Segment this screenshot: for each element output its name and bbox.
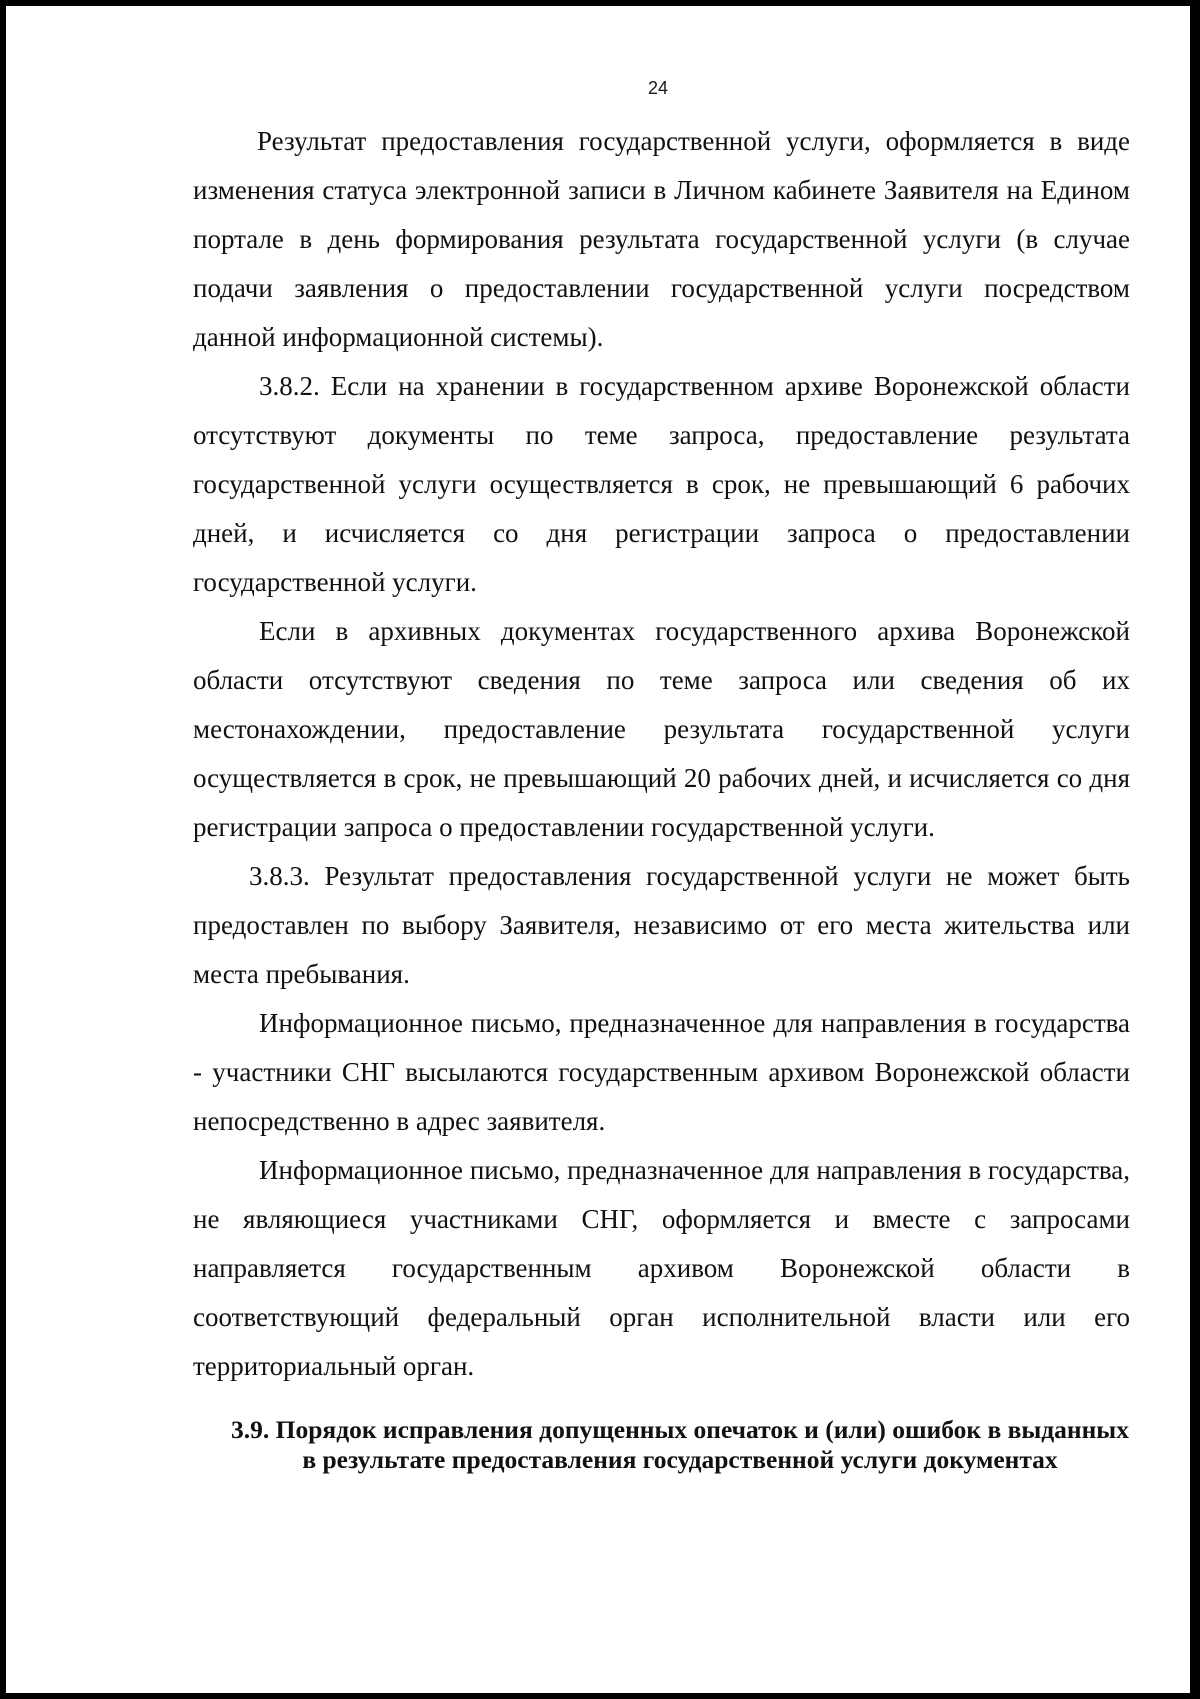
paragraph-cis-letter: Информационное письмо, предназначенное для направления в государства - участники СНГ высылаются государственным архивом Воронежской области непосредственно в адрес заявителя. bbox=[193, 1008, 1130, 1136]
paragraph-3-8-3: 3.8.3. Результат предоставления государственной услуги не может быть предоставлен по выбору Заявителя, независимо от его места жительства или места пребывания. bbox=[193, 861, 1130, 989]
paragraph-archive-no-info: Если в архивных документах государственного архива Воронежской области отсутствуют сведения по теме запроса или сведения об их местонахождении, предоставление результата государственной услуги осуществляется в срок, не превышающий 20 рабочих дней, и исчисляется со дня регистрации запроса о предоставлении государственной услуги. bbox=[193, 616, 1130, 842]
paragraph-result-format: Результат предоставления государственной услуги, оформляется в виде изменения статуса электронной записи в Личном кабинете Заявителя на Едином портале в день формирования результата государственной услуги (в случае подачи заявления о предоставлении государственной услуги посредством данной информационной системы). bbox=[193, 126, 1130, 352]
document-body bbox=[193, 117, 1130, 1391]
paragraph-3-8-2: 3.8.2. Если на хранении в государственном архиве Воронежской области отсутствуют документы по теме запроса, предоставление результата государственной услуги осуществляется в срок, не превышающий 6 рабочих дней, и исчисляется со дня регистрации запроса о предоставлении государственной услуги. bbox=[193, 371, 1130, 597]
paragraph-non-cis-letter: Информационное письмо, предназначенное для направления в государства, не являющиеся участниками СНГ, оформляется и вместе с запросами направляется государственным архивом Воронежской области в соответствующий федеральный орган исполнительной власти или его территориальный орган. bbox=[193, 1155, 1130, 1381]
page-number: 24 bbox=[647, 78, 669, 98]
section-heading-3-9: 3.9. Порядок исправления допущенных опечаток и (или) ошибок в выданных в результате предоставления государственной услуги документах bbox=[231, 1415, 1129, 1474]
